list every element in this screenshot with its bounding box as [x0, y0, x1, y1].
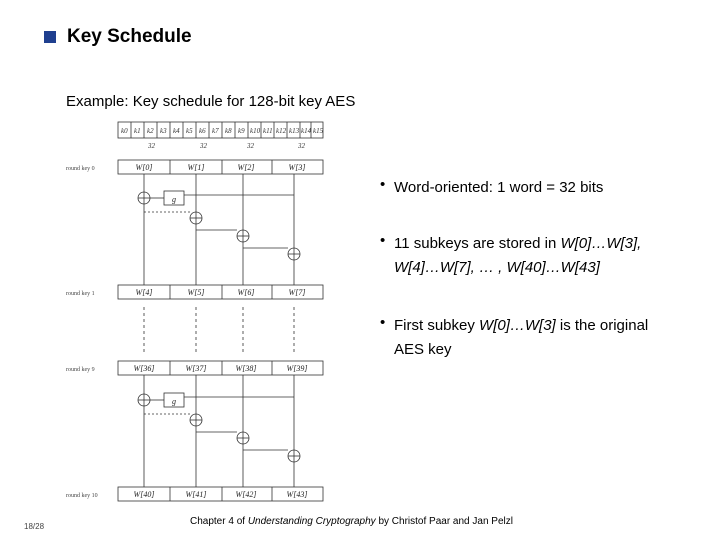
key-byte-label: k0 — [121, 127, 128, 135]
bullet-text: 11 subkeys are stored in W[0]…W[3], W[4]…W[7], … , W[40]…W[43] — [394, 235, 642, 276]
bus-width-label: 32 — [298, 142, 305, 150]
word-label: W[2] — [237, 163, 255, 172]
bus-width-label: 32 — [148, 142, 155, 150]
key-byte-label: k14 — [301, 127, 312, 135]
word-label: W[38] — [235, 364, 257, 373]
key-byte-label: k10 — [250, 127, 261, 135]
word-label: W[5] — [187, 288, 205, 297]
bullet-dot-icon: • — [380, 232, 386, 249]
slide-title: Key Schedule — [67, 26, 192, 47]
word-label: W[41] — [185, 490, 207, 499]
title-row — [44, 26, 192, 48]
g-function-label: g — [172, 195, 176, 204]
key-byte-label: k6 — [199, 127, 206, 135]
word-label: W[1] — [187, 163, 205, 172]
word-label: W[40] — [133, 490, 155, 499]
key-byte-label: k2 — [147, 127, 154, 135]
key-byte-label: k11 — [263, 127, 273, 135]
g-function-label: g — [172, 397, 176, 406]
word-label: W[37] — [185, 364, 207, 373]
word-label: W[42] — [235, 490, 257, 499]
word-label: W[3] — [288, 163, 306, 172]
bullet-dot-icon: • — [380, 314, 386, 331]
key-byte-label: k5 — [186, 127, 193, 135]
word-label: W[43] — [286, 490, 308, 499]
round-key-label: round key 0 — [66, 166, 95, 172]
word-label: W[39] — [286, 364, 308, 373]
bus-width-label: 32 — [247, 142, 254, 150]
word-label: W[0] — [135, 163, 153, 172]
round-key-label: round key 9 — [66, 367, 95, 373]
key-byte-label: k7 — [212, 127, 219, 135]
bullet-dot-icon: • — [380, 176, 386, 193]
key-schedule-diagram — [62, 117, 332, 502]
bullet-text: Word-oriented: 1 word = 32 bits — [394, 179, 604, 196]
word-label: W[36] — [133, 364, 155, 373]
key-byte-label: k9 — [238, 127, 245, 135]
key-byte-label: k1 — [134, 127, 141, 135]
slide-subtitle: Example: Key schedule for 128-bit key AES — [66, 93, 356, 110]
bullet-item — [380, 176, 603, 200]
key-byte-label: k15 — [313, 127, 324, 135]
word-label: W[7] — [288, 288, 306, 297]
key-byte-label: k3 — [160, 127, 167, 135]
word-label: W[6] — [237, 288, 255, 297]
round-key-label: round key 10 — [66, 493, 98, 499]
bullet-text: First subkey W[0]…W[3] is the original AES key — [394, 317, 649, 358]
bullet-item — [380, 314, 648, 362]
key-byte-label: k13 — [289, 127, 300, 135]
footer-credit: Chapter 4 of Understanding Cryptography by Christof Paar and Jan Pelzl — [190, 516, 513, 527]
key-byte-label: k4 — [173, 127, 180, 135]
word-label: W[4] — [135, 288, 153, 297]
bus-width-label: 32 — [200, 142, 207, 150]
key-byte-label: k12 — [276, 127, 287, 135]
key-byte-label: k8 — [225, 127, 232, 135]
page-number: 18/28 — [24, 522, 45, 531]
bullet-item — [380, 232, 641, 280]
round-key-label: round key 1 — [66, 291, 95, 297]
title-square-icon — [44, 31, 56, 43]
